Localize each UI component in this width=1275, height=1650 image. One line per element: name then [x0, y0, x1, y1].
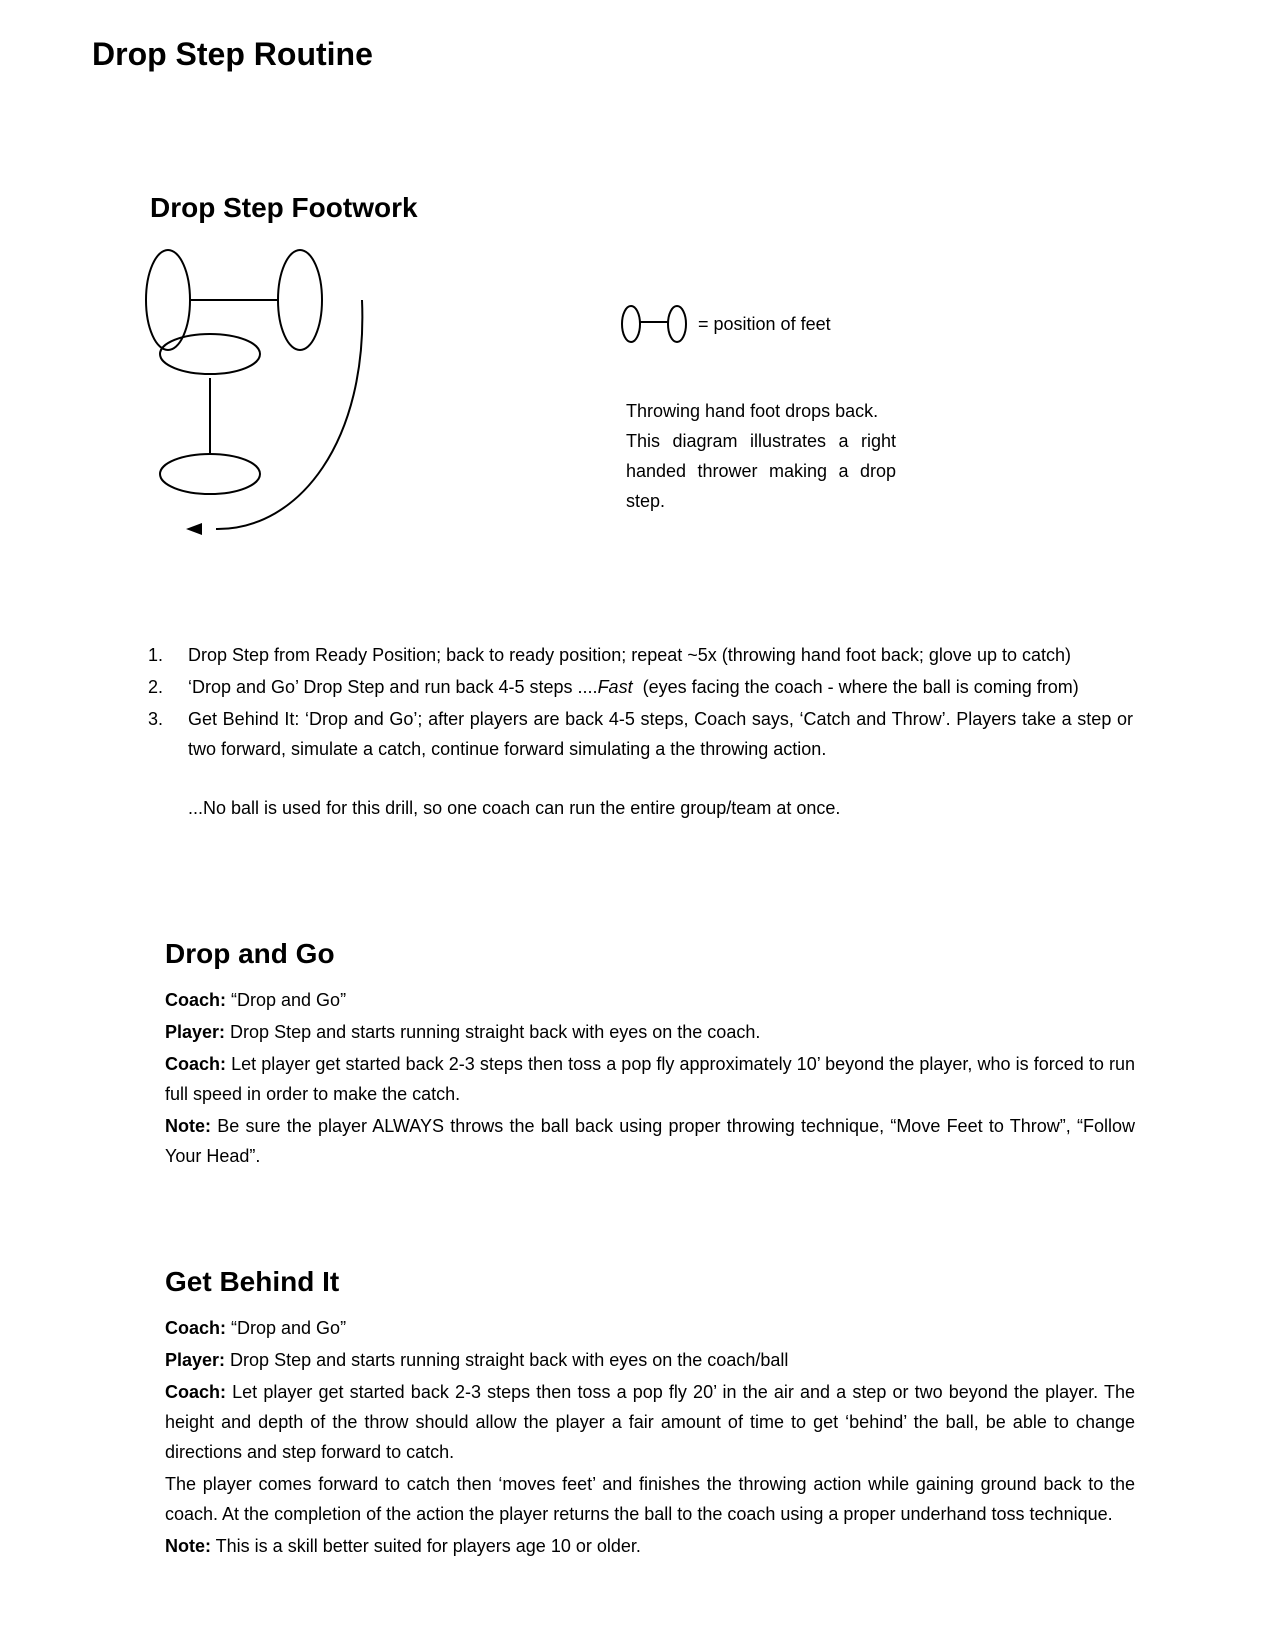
paragraph [165, 985, 1135, 1015]
step-text-b: (eyes facing the coach - where the ball is coming from) [632, 677, 1079, 697]
step-emphasis: Fast [597, 677, 633, 697]
step-text: Drop Step from Ready Position; back to ready position; repeat ~5x (throwing hand foot back; glove up to catch) [188, 645, 1071, 665]
coach-label: Coach: [165, 1318, 227, 1338]
caption-line-1: Throwing hand foot drops back. [626, 401, 879, 421]
left-foot-start [146, 250, 190, 350]
steps-note: ...No ball is used for this drill, so one coach can run the entire group/team at once. [188, 798, 841, 818]
steps-list [148, 640, 1133, 766]
coach-text: Let player get started back 2-3 steps then toss a pop fly 20’ in the air and a step or two beyond the player. The height and depth of the throw should allow the player a fair amount of time to get ‘behind’ the ball, be able to change directions and step forward to catch. [165, 1382, 1135, 1462]
note-label: Note: [165, 1116, 211, 1136]
section-heading-drop-and-go: Drop and Go [165, 938, 335, 969]
list-item [148, 672, 1133, 702]
paragraph [165, 1345, 1135, 1375]
coach-label: Coach: [165, 990, 227, 1010]
note-text: This is a skill better suited for players age 10 or older. [211, 1536, 641, 1556]
step-text: Get Behind It: ‘Drop and Go’; after players are back 4-5 steps, Coach says, ‘Catch and Throw’. Players take a step or two forward, simulate a catch, continue forward simulating a the throwing action. [188, 709, 1133, 759]
legend-label: = position of feet [698, 314, 831, 334]
step-number: 3. [148, 709, 164, 729]
feet-position-icon [620, 302, 692, 346]
drop-step-footwork-diagram [130, 240, 390, 540]
coach-label: Coach: [165, 1054, 227, 1074]
caption-line-2: This diagram illustrates a right handed thrower making a drop step. [626, 431, 896, 511]
page-title: Drop Step Routine [92, 36, 373, 72]
step-text [188, 672, 1133, 702]
player-text: Drop Step and starts running straight back with eyes on the coach/ball [225, 1350, 789, 1370]
drop-path-arrow [216, 300, 362, 529]
list-item [148, 640, 1133, 670]
note-text: Be sure the player ALWAYS throws the ball back using proper throwing technique, “Move Feet to Throw”, “Follow Your Head”. [165, 1116, 1135, 1166]
paragraph [165, 1049, 1135, 1109]
paragraph [165, 1313, 1135, 1343]
paragraph: The player comes forward to catch then ‘moves feet’ and finishes the throwing action while gaining ground back to the coach. At the completion of the action the player returns the ball to the coach using a proper underhand toss technique. [165, 1474, 1135, 1524]
right-foot-drop-end [160, 454, 260, 494]
coach-text: “Drop and Go” [226, 990, 347, 1010]
step-number: 1. [148, 645, 164, 665]
coach-text: “Drop and Go” [226, 1318, 347, 1338]
section-heading-get-behind-it: Get Behind It [165, 1266, 340, 1297]
drop-and-go-body [165, 985, 1135, 1173]
paragraph [165, 1017, 1135, 1047]
coach-label: Coach: [165, 1382, 227, 1402]
section-heading-drop-step-footwork: Drop Step Footwork [150, 192, 418, 223]
arrowhead [186, 523, 202, 535]
step-text-a: ‘Drop and Go’ Drop Step and run back 4-5 steps .... [188, 677, 598, 697]
right-foot-drop-mid [160, 334, 260, 374]
paragraph [165, 1111, 1135, 1171]
note-label: Note: [165, 1536, 211, 1556]
get-behind-it-body [165, 1313, 1135, 1563]
step-number: 2. [148, 677, 164, 697]
player-label: Player: [165, 1022, 226, 1042]
list-item [148, 704, 1133, 764]
right-foot-start [278, 250, 322, 350]
player-label: Player: [165, 1350, 226, 1370]
paragraph [165, 1377, 1135, 1467]
coach-text: Let player get started back 2-3 steps then toss a pop fly approximately 10’ beyond the player, who is forced to run full speed in order to make the catch. [165, 1054, 1135, 1104]
diagram-caption [626, 396, 896, 516]
paragraph [165, 1531, 1135, 1561]
player-text: Drop Step and starts running straight back with eyes on the coach. [225, 1022, 761, 1042]
